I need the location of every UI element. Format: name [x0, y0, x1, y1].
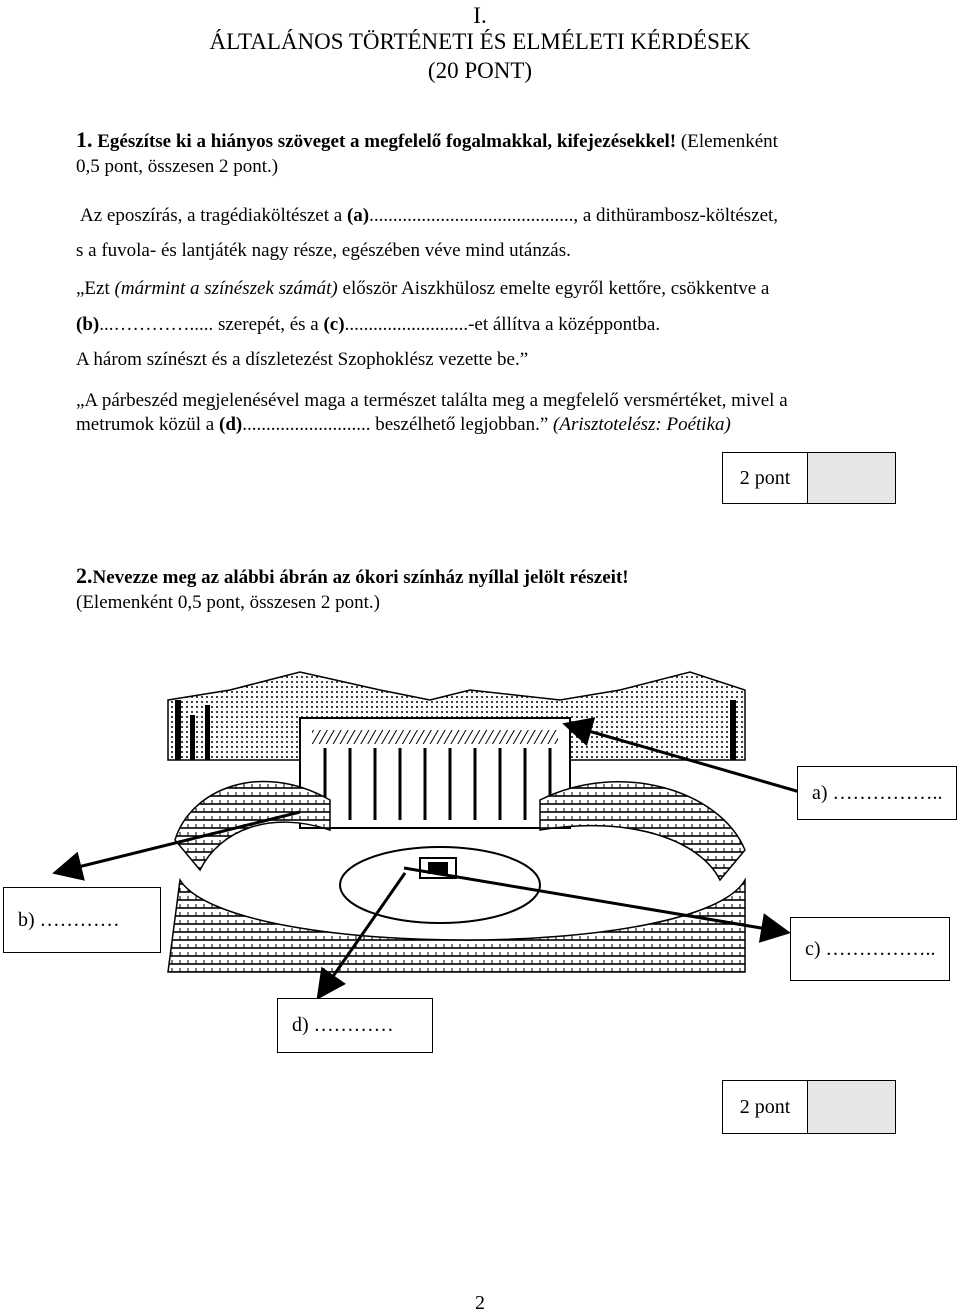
gap-b-label: (b)	[76, 314, 100, 335]
page-number: 2	[475, 1292, 485, 1314]
q2-instruction: 2.Nevezze meg az alábbi ábrán az ókori színház nyíllal jelölt részeit!	[76, 563, 629, 588]
gap-a[interactable]: ..........................................., a dithürambosz-költészet,	[369, 205, 779, 226]
answer-box-b[interactable]: b) …………	[3, 887, 161, 953]
q2-score-box	[722, 1080, 896, 1134]
gap-b[interactable]: ...…………..... szerepét, és a	[99, 314, 324, 335]
q1-paragraph2-line3: A három színészt és a díszletezést Szophoklész vezette be.”	[76, 349, 529, 370]
q2-scoring: (Elemenként 0,5 pont, összesen 2 pont.)	[76, 592, 380, 613]
q1-score-label: 2 pont	[739, 466, 791, 489]
section-title: ÁLTALÁNOS TÖRTÉNETI ÉS ELMÉLETI KÉRDÉSEK	[209, 29, 751, 54]
q1-number: 1.	[76, 127, 93, 152]
q1-paragraph2-line1: „Ezt (mármint a színészek számát) először Aiszkhülosz emelte egyről kettőre, csökkentve a	[76, 278, 770, 299]
gap-c[interactable]: ..........................-et állítva a középpontba.	[344, 314, 661, 335]
q1-instruction: 1. Egészítse ki a hiányos szöveget a megfelelő fogalmakkal, kifejezésekkel! (Elemenként	[76, 127, 778, 152]
q1-paragraph1-line2: s a fuvola- és lantjáték nagy része, egészében véve mind utánzás.	[76, 240, 571, 261]
gap-d-label: (d)	[219, 414, 243, 435]
gap-d[interactable]: ........................... beszélhető legjobban.”	[242, 414, 554, 435]
q2-score-field[interactable]	[807, 1081, 895, 1133]
answer-box-c[interactable]: c) ……………..	[790, 917, 950, 981]
q1-scoring: 0,5 pont, összesen 2 pont.)	[76, 156, 279, 177]
gap-a-label: (a)	[346, 205, 370, 226]
q1-paragraph3-line2: metrumok közül a (d)........................... beszélhető legjobban.” (Arisztotelész: Poétika)	[76, 414, 731, 435]
section-points: (20 PONT)	[427, 58, 533, 83]
gap-c-label: (c)	[323, 314, 345, 335]
q1-paragraph3-line1: „A párbeszéd megjelenésével maga a természet találta meg a megfelelő versmértéket, mivel a	[76, 390, 788, 411]
answer-box-a[interactable]: a) ……………..	[797, 766, 957, 820]
q2-number: 2.	[76, 563, 93, 588]
section-roman-numeral: I.	[473, 3, 487, 28]
q1-paragraph1-line1: Az eposzírás, a tragédiaköltészet a (a)..........................................., a dithürambosz-költészet,	[80, 205, 779, 226]
q2-score-label: 2 pont	[739, 1095, 791, 1118]
answer-box-d[interactable]: d) …………	[277, 998, 433, 1053]
